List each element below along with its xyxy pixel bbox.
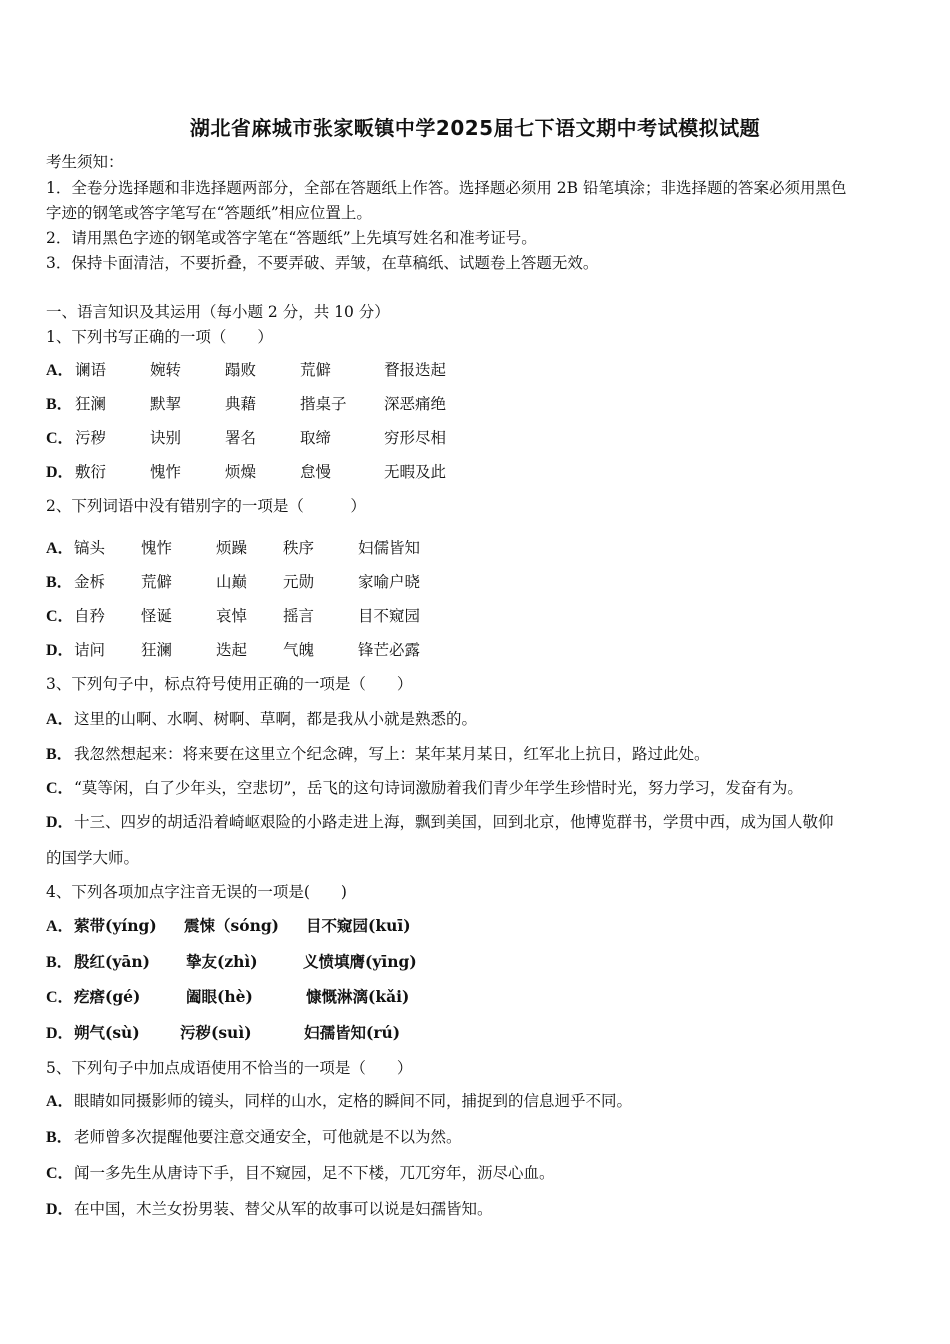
option-text: 闻一多先生从唐诗下手，目不窥园，足不下楼，兀兀穷年，沥尽心血。: [74, 1164, 555, 1182]
option-word: 深恶痛绝: [384, 395, 447, 413]
option-word: 目不窥园: [358, 607, 421, 625]
question-stem: 4、下列各项加点字注音无误的一项是( ): [46, 883, 347, 901]
option-row: [46, 744, 710, 765]
option-word: 殷红(yān): [74, 952, 150, 971]
option-letter: B．: [46, 746, 73, 763]
option-row: [46, 1023, 401, 1044]
option-row: [46, 428, 447, 449]
option-row: [46, 394, 447, 415]
option-letter: A．: [46, 918, 74, 935]
option-letter: C．: [46, 608, 74, 625]
option-word: 金柝: [74, 573, 106, 591]
option-word: 敷衍: [75, 463, 107, 481]
option-word: 迭起: [216, 641, 248, 659]
option-row: [46, 360, 447, 381]
option-letter: D．: [46, 642, 74, 659]
option-row: [46, 952, 417, 973]
option-row: [46, 987, 410, 1008]
option-word: 疙瘩(gé): [74, 987, 141, 1006]
option-word: 阖眼(hè): [186, 987, 253, 1006]
notice-heading: 考生须知：: [46, 153, 124, 171]
option-word: 山巅: [216, 573, 248, 591]
option-word: 烦燥: [225, 463, 257, 481]
question-stem: 5、下列句子中加点成语使用不恰当的一项是（ ）: [46, 1059, 413, 1077]
option-word: 气魄: [283, 641, 315, 659]
option-word: 震悚（sóng): [184, 916, 280, 935]
option-letter: B．: [46, 396, 73, 413]
option-word: 荒僻: [141, 573, 173, 591]
option-word: 镐头: [74, 539, 106, 557]
option-word: 锋芒必露: [358, 641, 421, 659]
option-word: 典藉: [225, 395, 257, 413]
option-letter: A．: [46, 1093, 74, 1110]
option-word: 荒僻: [300, 361, 332, 379]
notice-item: 1．全卷分选择题和非选择题两部分，全部在答题纸上作答。选择题必须用 2B 铅笔填涂；非选择题的答案必须用黑色: [46, 179, 847, 197]
option-word: 揩桌子: [300, 395, 347, 413]
option-row: [46, 778, 803, 799]
option-letter: C．: [46, 1165, 74, 1182]
option-word: 署名: [225, 429, 257, 447]
option-word: 狂澜: [141, 641, 173, 659]
option-row: [46, 1127, 462, 1148]
option-word: 瞀报迭起: [384, 361, 447, 379]
option-word: 摇言: [283, 607, 315, 625]
option-word: 诀别: [150, 429, 182, 447]
option-word: 愧怍: [141, 539, 173, 557]
option-row: [46, 606, 421, 627]
option-letter: C．: [46, 780, 74, 797]
option-row: [46, 1199, 493, 1220]
option-word: 慷慨淋漓(kǎi): [306, 987, 410, 1006]
option-word: 萦带(yíng): [74, 916, 157, 935]
option-word: 污秽(suì): [180, 1023, 252, 1042]
option-word: 妇孺皆知(rú): [304, 1023, 401, 1042]
option-word: 取缔: [300, 429, 332, 447]
option-word: 污秽: [75, 429, 107, 447]
section-heading: 一、语言知识及其运用（每小题 2 分，共 10 分）: [46, 303, 390, 321]
option-letter: B．: [46, 954, 73, 971]
option-word: 怪诞: [141, 607, 173, 625]
option-text: 我忽然想起来：将来要在这里立个纪念碑，写上：某年某月某日，红军北上抗日，路过此处。: [74, 745, 710, 763]
option-letter: D．: [46, 1201, 74, 1218]
option-row: [46, 640, 421, 661]
option-text: 在中国，木兰女扮男装、替父从军的故事可以说是妇孺皆知。: [74, 1200, 493, 1218]
option-word: 诘问: [74, 641, 106, 659]
option-word: 挚友(zhì): [186, 952, 258, 971]
option-row: [46, 1091, 632, 1112]
option-row: [46, 812, 834, 833]
option-word: 妇儒皆知: [358, 539, 421, 557]
option-text: “莫等闲，白了少年头，空悲切”，岳飞的这句诗词激励着我们青少年学生珍惜时光，努力学习，发奋有为。: [74, 779, 803, 797]
option-letter: B．: [46, 1129, 73, 1146]
option-word: 烦躁: [216, 539, 248, 557]
option-row: [46, 572, 421, 593]
option-word: 蹋败: [225, 361, 257, 379]
option-letter: A．: [46, 540, 74, 557]
option-letter: C．: [46, 430, 74, 447]
option-letter: B．: [46, 574, 73, 591]
option-letter: D．: [46, 1025, 74, 1042]
notice-item: 2．请用黑色字迹的钢笔或答字笔在“答题纸”上先填写姓名和准考证号。: [46, 229, 537, 247]
option-word: 穷形尽相: [384, 429, 447, 447]
option-word: 无暇及此: [384, 463, 447, 481]
option-word: 家喻户晓: [358, 573, 421, 591]
question-stem: 1、下列书写正确的一项（ ）: [46, 328, 273, 346]
option-row: [46, 538, 421, 559]
option-letter: D．: [46, 814, 74, 831]
option-text: 十三、四岁的胡适沿着崎岖艰险的小路走进上海，飘到美国，回到北京，他博览群书，学贯中西，成为国人敬仰: [74, 813, 834, 831]
option-letter: A．: [46, 362, 74, 379]
option-text: 这里的山啊、水啊、树啊、草啊，都是我从小就是熟悉的。: [74, 710, 478, 728]
option-row: [46, 916, 411, 937]
option-letter: A．: [46, 711, 74, 728]
page-title: 湖北省麻城市张家畈镇中学2025届七下语文期中考试模拟试题: [189, 116, 761, 140]
option-row: [46, 462, 447, 483]
option-text-continuation: 的国学大师。: [46, 849, 140, 867]
option-word: 愧怍: [150, 463, 182, 481]
option-word: 怠慢: [300, 463, 332, 481]
option-word: 自矜: [74, 607, 106, 625]
option-row: [46, 709, 477, 730]
option-letter: D．: [46, 464, 74, 481]
question-stem: 2、下列词语中没有错别字的一项是（ ）: [46, 497, 366, 515]
option-word: 谰语: [75, 361, 107, 379]
option-word: 默挈: [150, 395, 182, 413]
option-word: 元勋: [283, 573, 315, 591]
option-word: 朔气(sù): [74, 1023, 140, 1042]
notice-item: 字迹的钢笔或答字笔写在“答题纸”相应位置上。: [46, 204, 372, 222]
option-letter: C．: [46, 989, 74, 1006]
option-word: 秩序: [283, 539, 315, 557]
option-word: 目不窥园(kuī): [306, 916, 411, 935]
notice-item: 3．保持卡面清洁，不要折叠，不要弄破、弄皱，在草稿纸、试题卷上答题无效。: [46, 254, 599, 272]
option-word: 婉转: [150, 361, 182, 379]
option-text: 老师曾多次提醒他要注意交通安全，可他就是不以为然。: [74, 1128, 462, 1146]
option-word: 义愤填膺(yīng): [303, 952, 417, 971]
option-text: 眼睛如同摄影师的镜头，同样的山水，定格的瞬间不同，捕捉到的信息迥乎不同。: [74, 1092, 633, 1110]
option-word: 哀悼: [216, 607, 248, 625]
option-row: [46, 1163, 555, 1184]
option-word: 狂澜: [75, 395, 107, 413]
question-stem: 3、下列句子中，标点符号使用正确的一项是（ ）: [46, 675, 413, 693]
